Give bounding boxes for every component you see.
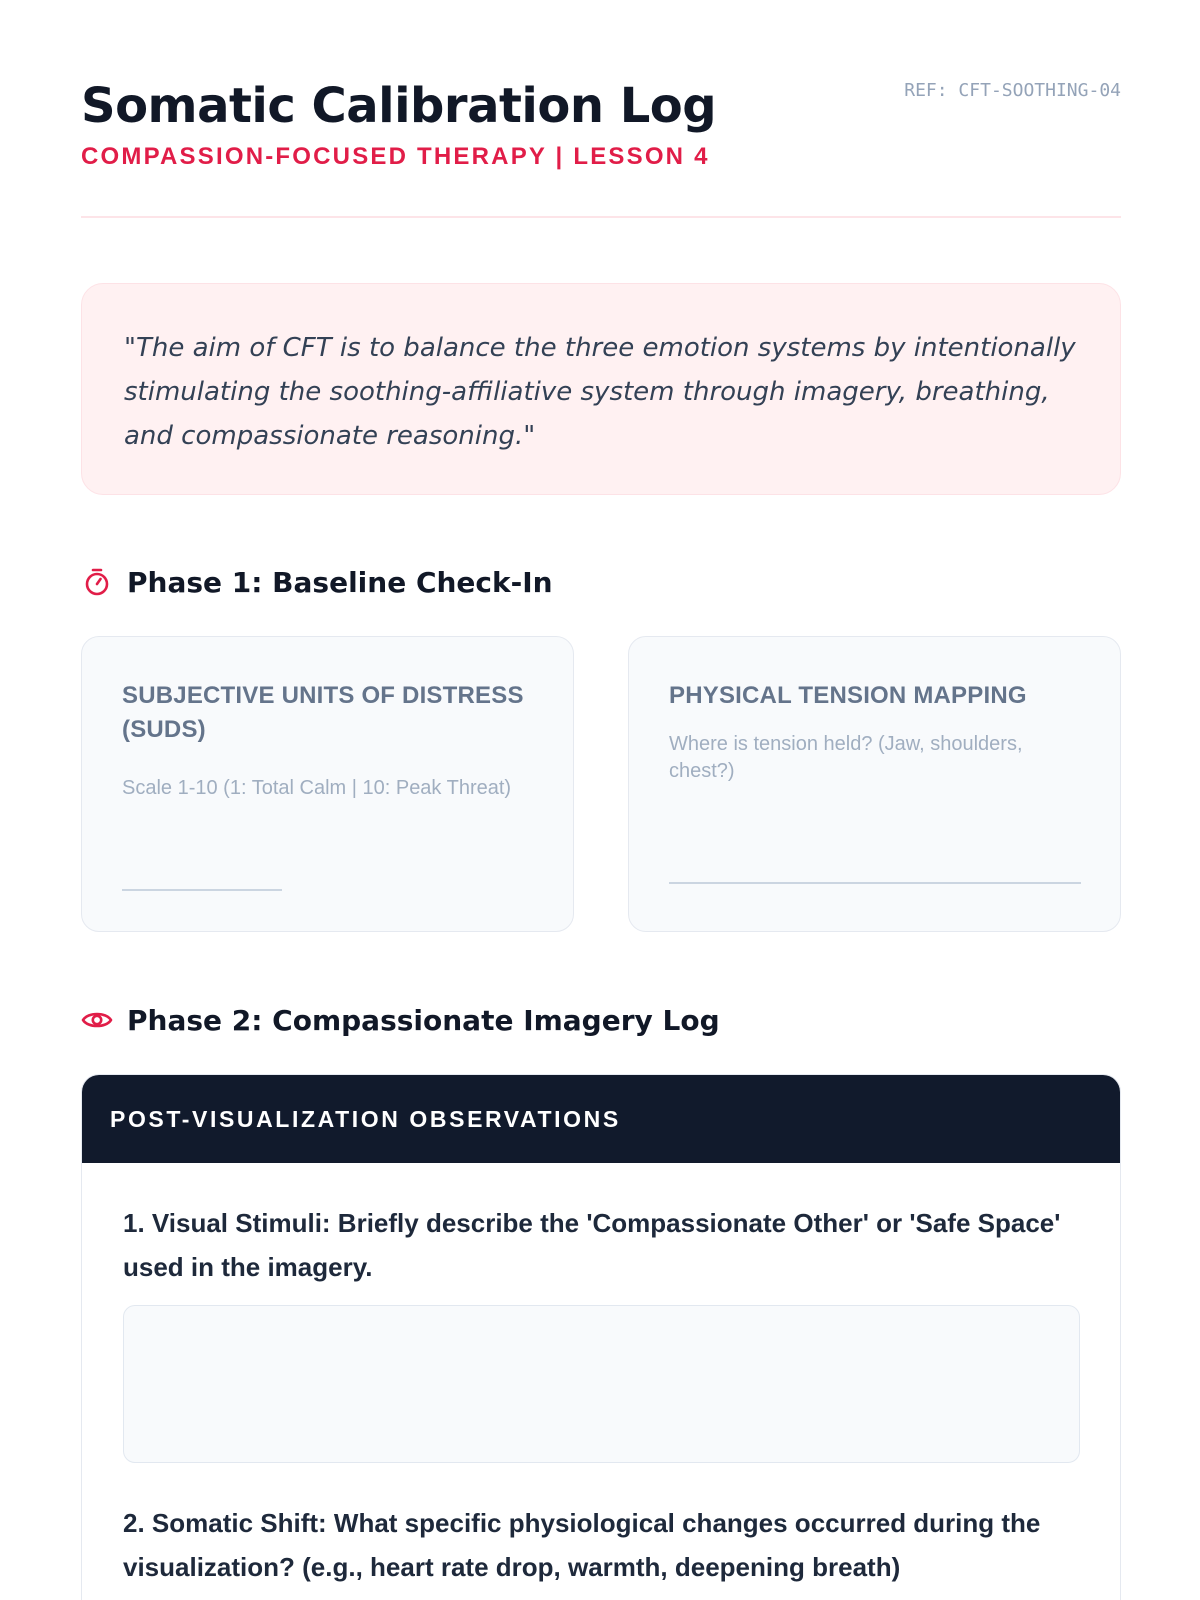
observations-panel-header — [82, 1075, 1120, 1163]
tension-card — [628, 636, 1121, 932]
question-1: 1. Visual Stimuli: Briefly describe the 'Compassionate Other' or 'Safe Space' used in the imagery. — [123, 1208, 1061, 1282]
page-title: Somatic Calibration Log — [81, 78, 717, 134]
suds-input-line[interactable] — [122, 889, 282, 891]
worksheet-page — [81, 0, 1121, 1582]
observations-panel — [81, 1074, 1121, 1600]
phase2-heading — [81, 1000, 720, 1040]
phase1-heading — [81, 562, 553, 602]
question-2: 2. Somatic Shift: What specific physiological changes occurred during the visualization? (e.g., heart rate drop, warmth, deepening breath) — [123, 1508, 1041, 1582]
eye-icon — [81, 1004, 113, 1036]
tension-title: PHYSICAL TENSION MAPPING — [669, 682, 1027, 709]
phase2-heading-label: Phase 2: Compassionate Imagery Log — [127, 1003, 720, 1037]
suds-card — [81, 636, 574, 932]
tension-hint: Where is tension held? (Jaw, shoulders, chest?) — [669, 733, 1023, 782]
quote-text: "The aim of CFT is to balance the three emotion systems by intentionally stimulating the soothing-affiliative system through imagery, breathing, and compassionate reasoning." — [124, 333, 1076, 451]
page-subtitle: COMPASSION-FOCUSED THERAPY | LESSON 4 — [81, 143, 710, 170]
observations-panel-title: POST-VISUALIZATION OBSERVATIONS — [110, 1105, 621, 1132]
phase1-heading-label: Phase 1: Baseline Check-In — [127, 565, 553, 599]
intro-quote — [81, 283, 1121, 495]
tension-input-line[interactable] — [669, 882, 1081, 884]
suds-hint: Scale 1-10 (1: Total Calm | 10: Peak Threat) — [122, 777, 512, 799]
answer-1-field[interactable] — [123, 1305, 1080, 1463]
reference-code: REF: CFT-SOOTHING-04 — [904, 80, 1121, 101]
stopwatch-icon — [81, 566, 113, 598]
page-header — [81, 0, 1121, 218]
suds-title: SUBJECTIVE UNITS OF DISTRESS (SUDS) — [122, 682, 524, 743]
